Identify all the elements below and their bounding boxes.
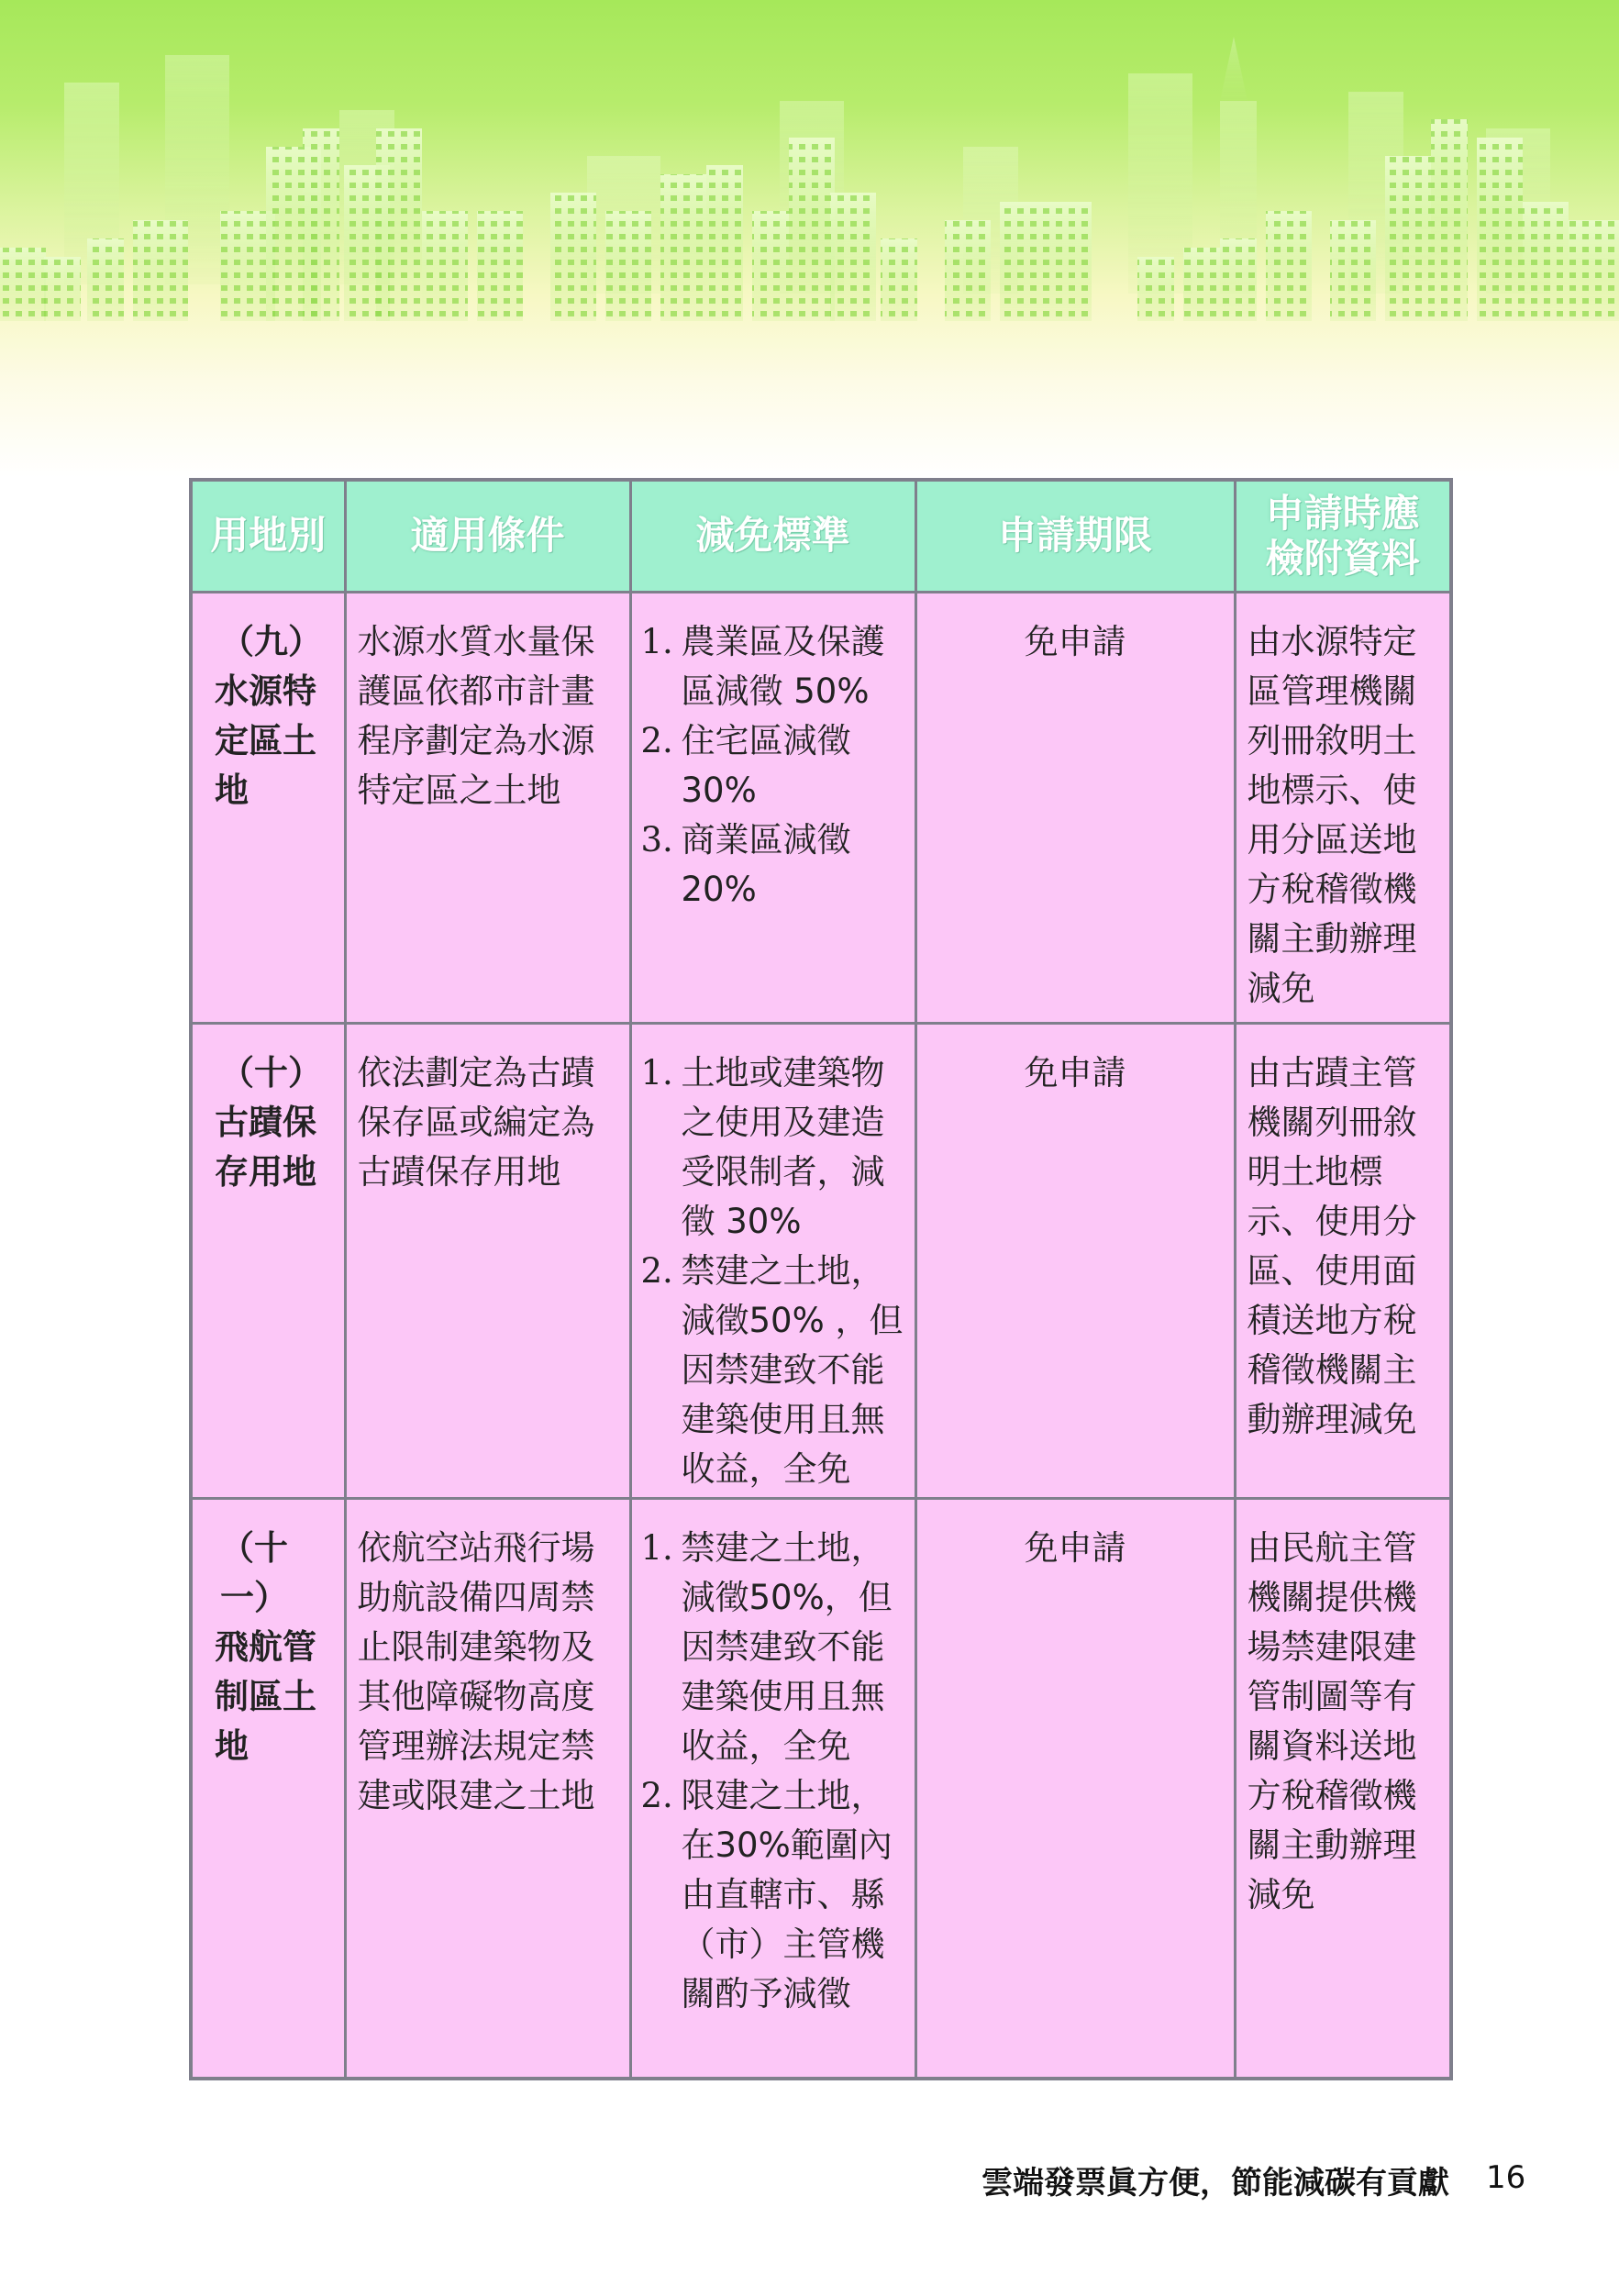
condition-cell: 依航空站飛行場助航設備四周禁止限制建築物及其他障礙物高度管理辦法規定禁建或限建之土地 <box>345 1499 630 2080</box>
city-skyline-illustration <box>0 0 1619 385</box>
standard-cell <box>630 1499 915 2080</box>
period-cell: 免申請 <box>915 1499 1235 2080</box>
table-row <box>191 1024 1451 1499</box>
documents-cell: 由民航主管機關提供機場禁建限建管制圖等有關資料送地方稅稽徵機關主動辦理減免 <box>1235 1499 1451 2080</box>
period-cell: 免申請 <box>915 593 1235 1024</box>
land-type-cell <box>191 1024 345 1499</box>
page-number: 16 <box>1486 2159 1526 2196</box>
table-header-row <box>191 480 1451 593</box>
item-number: 2. <box>640 721 673 760</box>
land-number: （十一） <box>220 1528 288 1617</box>
item-text: 土地或建築物之使用及建造受限制者，減徵 30% <box>681 1053 885 1241</box>
header-land-type: 用地別 <box>191 480 345 593</box>
list-item <box>641 1048 907 1247</box>
item-text: 商業區減徵 20% <box>681 820 851 909</box>
item-text: 禁建之土地，減徵50%，但因禁建致不能建築使用且無收益，全免 <box>681 1528 893 1766</box>
list-item <box>641 1771 907 2019</box>
list-item <box>641 716 907 815</box>
standard-cell <box>630 593 915 1024</box>
header-application-period: 申請期限 <box>915 480 1235 593</box>
table-row <box>191 1499 1451 2080</box>
item-text: 限建之土地，在30%範圍內由直轄市、縣（市）主管機關酌予減徵 <box>681 1776 893 2013</box>
documents-cell: 由古蹟主管機關列冊敘明土地標示、使用分區、使用面積送地方稅稽徵機關主動辦理減免 <box>1235 1024 1451 1499</box>
standard-cell <box>630 1024 915 1499</box>
header-required-documents: 申請時應檢附資料 <box>1235 480 1451 593</box>
item-number: 1. <box>640 1053 673 1093</box>
condition-cell: 水源水質水量保護區依都市計畫程序劃定為水源特定區之土地 <box>345 593 630 1024</box>
land-type-cell <box>191 1499 345 2080</box>
list-item <box>641 1524 907 1771</box>
header-banner <box>0 0 1619 477</box>
list-item <box>641 815 907 915</box>
header-reduction-standard: 減免標準 <box>630 480 915 593</box>
item-text: 禁建之土地，減徵50% ，但因禁建致不能建築使用且無收益，全免 <box>681 1251 904 1489</box>
land-number: （九） <box>220 622 322 661</box>
documents-cell: 由水源特定區管理機關列冊敘明土地標示、使用分區送地方稅稽徵機關主動辦理減免 <box>1235 593 1451 1024</box>
list-item <box>641 617 907 716</box>
item-number: 1. <box>640 622 673 661</box>
land-tax-reduction-table <box>189 478 1453 2080</box>
land-name: 飛航管制區土地 <box>215 1627 316 1766</box>
item-number: 2. <box>640 1251 673 1291</box>
land-number: （十） <box>220 1053 322 1093</box>
table-row <box>191 593 1451 1024</box>
land-name: 古蹟保存用地 <box>215 1103 316 1192</box>
item-text: 住宅區減徵 30% <box>681 721 851 810</box>
footer-slogan: 雲端發票眞方便，節能減碳有貢獻 <box>981 2165 1449 2202</box>
item-number: 1. <box>640 1528 673 1568</box>
header-condition: 適用條件 <box>345 480 630 593</box>
land-name: 水源特定區土地 <box>215 671 316 810</box>
item-number: 2. <box>640 1776 673 1815</box>
period-cell: 免申請 <box>915 1024 1235 1499</box>
item-number: 3. <box>640 820 673 860</box>
condition-cell: 依法劃定為古蹟保存區或編定為古蹟保存用地 <box>345 1024 630 1499</box>
item-text: 農業區及保護區減徵 50% <box>681 622 885 711</box>
list-item <box>641 1247 907 1494</box>
land-type-cell <box>191 593 345 1024</box>
